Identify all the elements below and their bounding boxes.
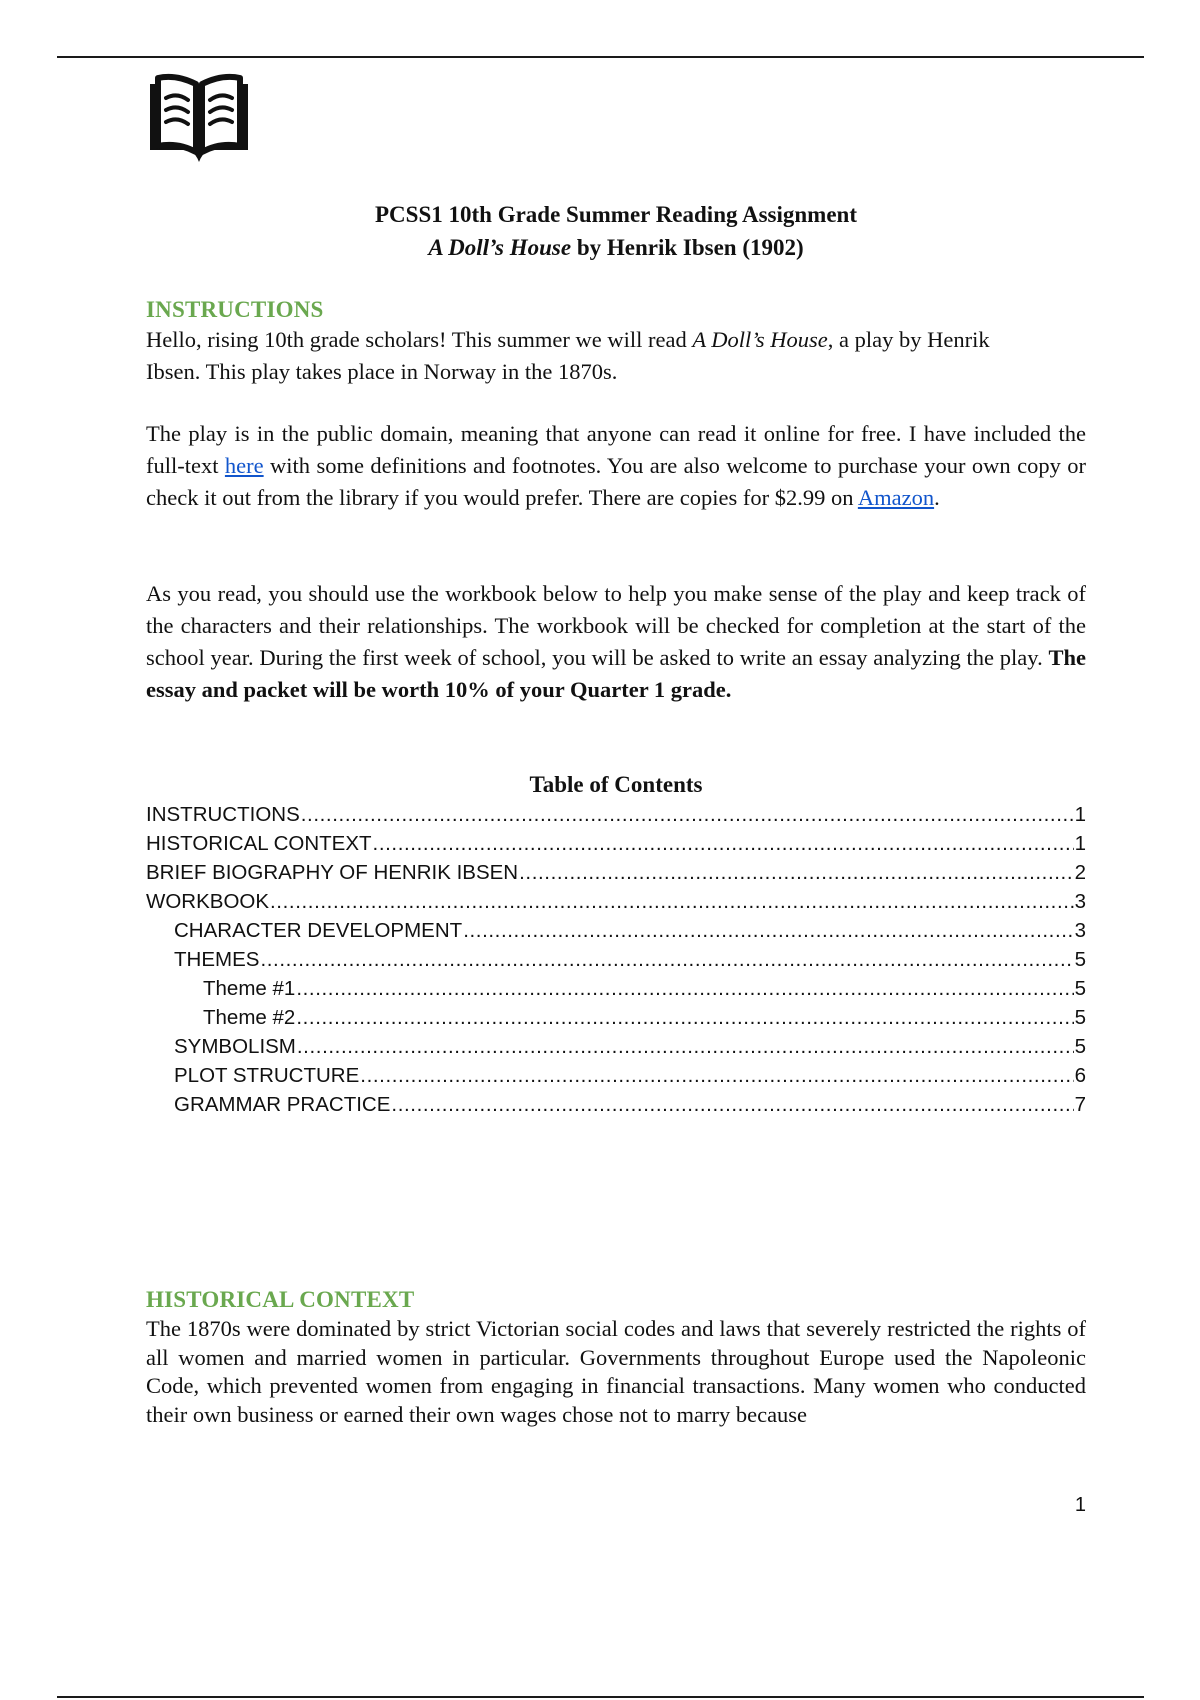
title-play-name: A Doll’s House bbox=[428, 235, 572, 260]
instructions-paragraph-1 bbox=[146, 324, 1086, 388]
toc-dot-leader bbox=[463, 916, 1073, 945]
title-line-1: PCSS1 10th Grade Summer Reading Assignment bbox=[375, 202, 857, 227]
toc-entry-page: 5 bbox=[1074, 977, 1086, 1000]
instructions-heading: INSTRUCTIONS bbox=[146, 297, 324, 322]
toc-entry-page: 5 bbox=[1074, 948, 1086, 971]
toc-dot-leader bbox=[270, 887, 1074, 916]
document-title bbox=[146, 198, 1086, 264]
toc-dot-leader bbox=[519, 858, 1073, 887]
page-number: 1 bbox=[1074, 1494, 1086, 1516]
toc-entry[interactable] bbox=[146, 1090, 1086, 1119]
toc-entry[interactable] bbox=[146, 887, 1086, 916]
toc-entry[interactable] bbox=[146, 945, 1086, 974]
instructions-paragraph-3 bbox=[146, 578, 1086, 706]
open-book-icon bbox=[146, 70, 252, 166]
p2-text-b: with some definitions and footnotes. You are also welcome to purchase your own copy or check it out from the library if you would prefer. There are copies for $2.99 on bbox=[146, 453, 1086, 510]
toc-entry-label: SYMBOLISM bbox=[174, 1035, 296, 1058]
toc-entry-label: GRAMMAR PRACTICE bbox=[174, 1093, 391, 1116]
toc-entry[interactable] bbox=[146, 916, 1086, 945]
p3-grade-note: The essay and packet will be worth 10% of your Quarter 1 grade. bbox=[146, 645, 1086, 702]
toc-entry-page: 2 bbox=[1074, 861, 1086, 884]
toc-dot-leader bbox=[297, 1032, 1074, 1061]
historical-context-heading: HISTORICAL CONTEXT bbox=[146, 1287, 415, 1312]
toc-entry-label: INSTRUCTIONS bbox=[146, 803, 300, 826]
toc-entry-label: PLOT STRUCTURE bbox=[174, 1064, 360, 1087]
toc-entry-page: 5 bbox=[1074, 1035, 1086, 1058]
toc-dot-leader bbox=[391, 1090, 1073, 1119]
toc-entry-page: 7 bbox=[1074, 1093, 1086, 1116]
toc-entry-page: 6 bbox=[1074, 1064, 1086, 1087]
p1-text-b: , a play by Henrik bbox=[827, 327, 990, 352]
p3-text-a: As you read, you should use the workbook below to help you make sense of the play and keep track of the characters and their relationships. The workbook will be checked for completion at the start of the school year. During the first week of school, you will be asked to write an essay analyzing the play. bbox=[146, 581, 1086, 670]
top-rule bbox=[57, 56, 1144, 58]
toc-title: Table of Contents bbox=[529, 772, 703, 797]
toc-entry[interactable] bbox=[146, 858, 1086, 887]
title-line-2 bbox=[146, 231, 1086, 264]
toc-entry-page: 3 bbox=[1074, 890, 1086, 913]
amazon-link[interactable]: Amazon bbox=[857, 485, 935, 510]
toc-entry[interactable] bbox=[146, 800, 1086, 829]
toc-entry[interactable] bbox=[146, 1003, 1086, 1032]
here-link[interactable]: here bbox=[224, 453, 264, 478]
toc-entry-page: 1 bbox=[1074, 803, 1086, 826]
toc-entry[interactable] bbox=[146, 829, 1086, 858]
p1-text-a: Hello, rising 10th grade scholars! This summer we will read bbox=[146, 327, 693, 352]
toc-entry-label: CHARACTER DEVELOPMENT bbox=[174, 919, 463, 942]
p1-text-c: Ibsen. This play takes place in Norway in the 1870s. bbox=[146, 359, 618, 384]
toc-dot-leader bbox=[296, 974, 1073, 1003]
p2-text-c: . bbox=[934, 485, 940, 510]
bottom-rule bbox=[57, 1696, 1144, 1698]
toc-entry-label: THEMES bbox=[174, 948, 260, 971]
toc-entry[interactable] bbox=[146, 974, 1086, 1003]
toc-entry-label: Theme #1 bbox=[203, 977, 296, 1000]
toc-dot-leader bbox=[260, 945, 1073, 974]
toc-entry-page: 5 bbox=[1074, 1006, 1086, 1029]
toc-entry-label: BRIEF BIOGRAPHY OF HENRIK IBSEN bbox=[146, 861, 519, 884]
toc-entry-page: 3 bbox=[1074, 919, 1086, 942]
toc-entry[interactable] bbox=[146, 1061, 1086, 1090]
toc-dot-leader bbox=[373, 829, 1074, 858]
toc-dot-leader bbox=[360, 1061, 1073, 1090]
toc-entry-label: WORKBOOK bbox=[146, 890, 270, 913]
title-author: by Henrik Ibsen (1902) bbox=[571, 235, 804, 260]
toc-entry[interactable] bbox=[146, 1032, 1086, 1061]
p2-text-a: The play is in the public domain, meaning that anyone can read it online for free. I have included the full-text bbox=[146, 421, 1086, 478]
toc-dot-leader bbox=[296, 1003, 1073, 1032]
historical-context-paragraph: The 1870s were dominated by strict Victorian social codes and laws that severely restricted the rights of all women and married women in particular. Governments throughout Europe used the Napoleonic Code, which prevented women from engaging in financial transactions. Many women who conducted their own business or earned their own wages chose not to marry because bbox=[146, 1316, 1086, 1427]
toc-entry-page: 1 bbox=[1074, 832, 1086, 855]
toc-dot-leader bbox=[301, 800, 1074, 829]
toc-entry-label: Theme #2 bbox=[203, 1006, 296, 1029]
instructions-paragraph-2 bbox=[146, 418, 1086, 514]
toc-entry-label: HISTORICAL CONTEXT bbox=[146, 832, 372, 855]
table-of-contents bbox=[146, 800, 1086, 1119]
p1-play-title: A Doll’s House bbox=[692, 327, 828, 352]
